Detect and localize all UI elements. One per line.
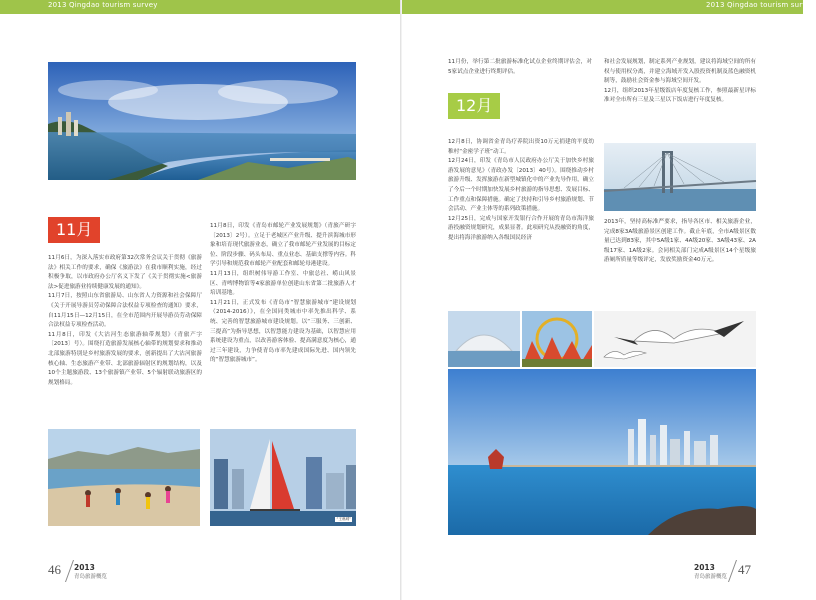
harbor-skyline-photo [448, 369, 756, 535]
november-continued-text: 11月份，举行第二批旅游标准化试点企业终期评估会，对5家试点企业进行终期评估。 [448, 59, 592, 75]
footer-divider-left [65, 560, 74, 582]
sailboat-city-photo [210, 429, 356, 526]
photo-caption: “王谯城” [336, 517, 351, 521]
footer-subtitle-right: 青岛旅游概览 [694, 574, 728, 580]
seagulls-photo [594, 311, 756, 367]
cross-sea-bridge-photo [604, 143, 756, 211]
month-label-november: 11月 [48, 217, 100, 243]
footer-year-right: 2013 [694, 563, 715, 572]
month-label-december: 12月 [448, 93, 500, 119]
footer-year-left: 2013 [74, 563, 95, 572]
page-number-right: 47 [738, 562, 751, 577]
left-page [0, 0, 401, 600]
footer-divider-right [728, 560, 737, 582]
olympic-sailing-center-photo [448, 311, 520, 367]
december-column-2-lower: 2013年，坚持高标准严要求，指导各区市、相关旅游企业，完成8家3A级旅游景区创建工作。截止年底，全市A级景区数量已达到83家，其中5A级1家、4A级20家、3A级43家、2A级17家、1A级2家。会同相关部门完成A级景区14个星级旅游厕所质量等级评定，发放奖励资金40万元。 [604, 219, 756, 264]
header-title-right: 2013 Qingdao tourism survey [706, 1, 816, 9]
amusement-park-photo [522, 311, 592, 367]
header-bar-right [402, 0, 816, 14]
december-column-1: 12月8日，协调省金青岛疗养院出资10万元捐建的平度幼稚村“金密学子班”动工。 12月24日，印发《青岛市人民政府办公厅关于加快乡村旅游发展的意见》（青政办发〔2013〕40号）。围绕推动乡村旅游升级、发挥旅游在新型城镇化中的产业先导作用，确立了今后一个时期加快发展乡村旅游的指导思想、发展目标、工作重点和保障措施。确定了扶持和引导乡村旅游规划、节会活动、产业主体等的系列政策措施。 12月25日，完成与国家开发银行合作开展的青岛市海洋旅游投融资规划研究，成果显著。此项研究从投融资的角度，提出将海洋旅游纳入各级国民经济 [448, 139, 594, 241]
november-column-1: 11月6日，为深入落实市政府第32次常务会议关于贯彻《旅游法》相关工作的要求，确保《旅游法》在我市顺利实施，经过积极争取，以市政府办公厅名义下发了《关于贯彻实施<旅游法>促进旅游业持续健康发展的通知》。 11月7日，按照山东省旅游局、山东省人力资源和社会保障厅《关于开展导游员劳动保障合法权益专项检查的通知》要求，自11月15日—12月15日，在全市范围内开展导游员劳动保障合法权益专项检查活动。 11月8日，印发《大沽河生态旅游轴带规划》（青旅产字〔2013〕号）。围绕打造旅游发展核心轴带的规划要求和推动北部旅游特别是乡村旅游发展的要求，创新提出了大沽河旅游核心轴、生态旅游产业带、北部旅游辐射区的规划结构，以及10个主题旅游段、13个旅游镇产业带、5个辐射联动旅游区的规划格局。 [48, 255, 202, 386]
header-bar [0, 0, 401, 14]
header-title: 2013 Qingdao tourism survey [48, 1, 158, 9]
right-page [402, 0, 816, 600]
december-column-2: 和社会发展规划，制定系列产业规划，建议将海域空间的所有权与使用权分离，并建立海域开发入股投资机制及蓝色融资机制等，鼓励社会资金参与海域空间开发。 12月，组织2013年星级饭店年度复核工作，参照最新星评标准对全市所有三星及三星以下饭店进行年度复核。 [604, 59, 756, 104]
footer-subtitle-left: 青岛旅游概览 [74, 574, 108, 580]
coastline-panorama-photo [48, 62, 356, 180]
page-number-left: 46 [48, 562, 61, 577]
beach-photo [48, 429, 200, 526]
november-column-2: 11月8日，印发《青岛市邮轮产业发展规划》（青旅产研字〔2013〕2号）。立足于老城区产业升级、提升滨海城市形象和培育现代旅游业态，确立了我市邮轮产业发展的目标定位、阶段步骤、码头布局、重点业态、基础支撑等内容。科学引导和规范我市邮轮产业配套和邮轮母港建设。 11月13日，组织树伟导游工作室、中旅总社、崂山风景区、青啤博物馆等4家旅游单位创建山东省第二批旅游人才培训基地。 11月21日，正式发布《青岛市“智慧旅游城市”建设规划（2014-2016）》，在全国同类城市中率先推出科学、系统、完善的智慧旅游城市建设规划。以“三服务、三创新、三提高”为指导思想，以智慧能力建设为基础，以智慧应用系统建设为重点，以改善游客体验、提高满意度为核心，通过三年建设，力争使青岛市率先建成国际先进、国内领先的“智慧旅游城市”。 [210, 223, 356, 364]
